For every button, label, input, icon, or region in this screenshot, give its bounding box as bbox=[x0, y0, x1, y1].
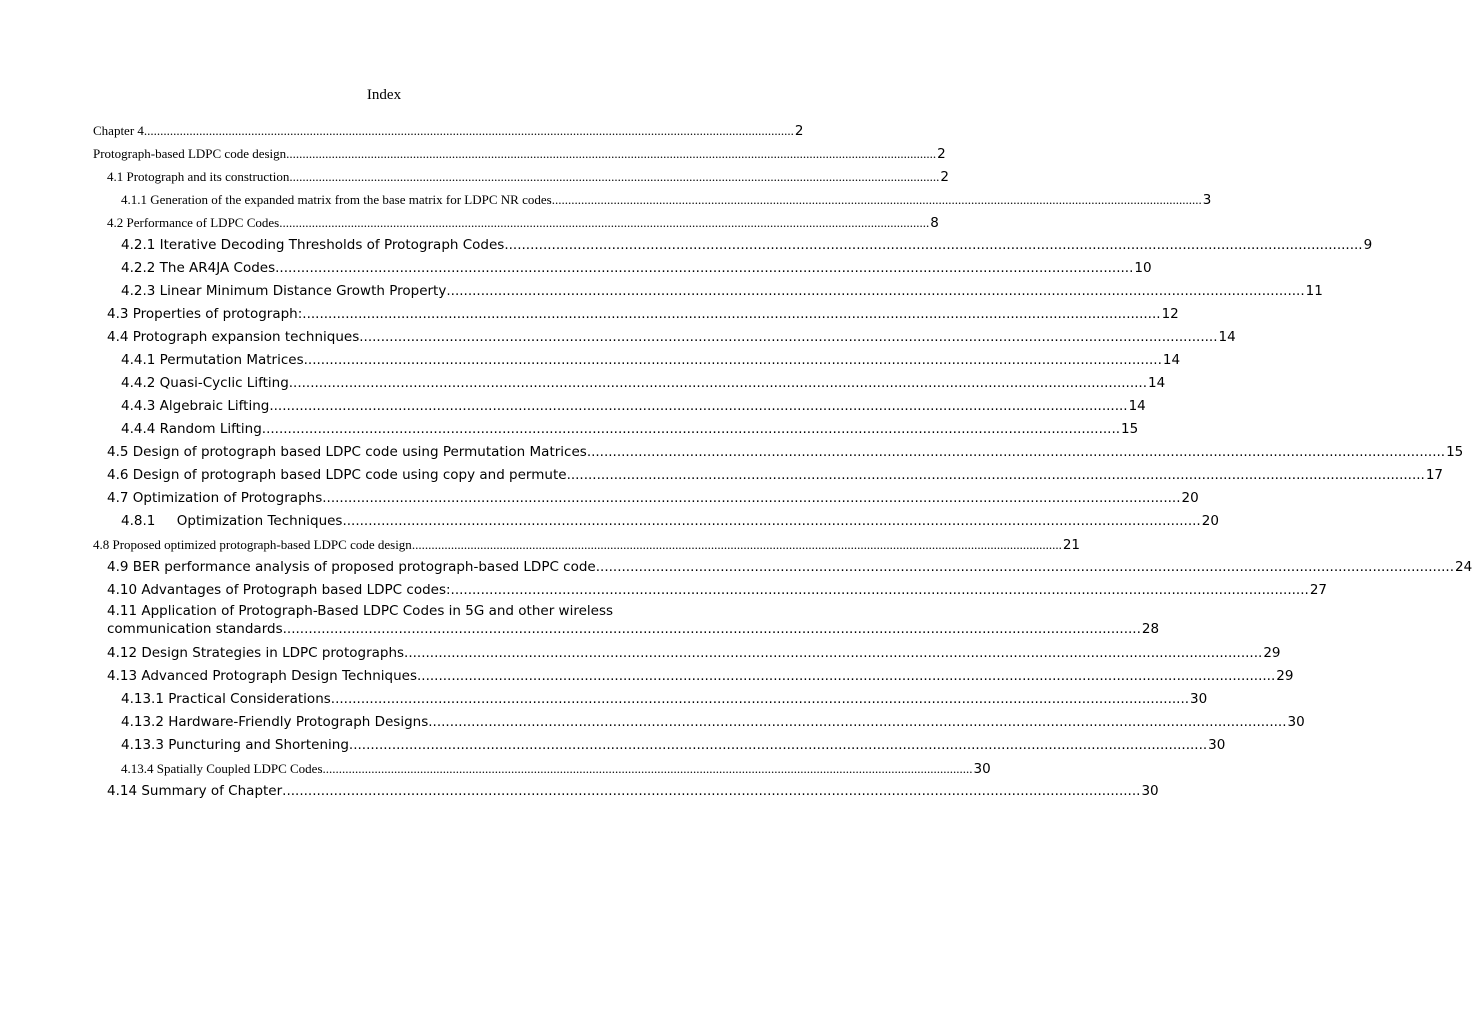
toc-page-number: 2 bbox=[937, 146, 946, 162]
toc-entry-text: 4.4.2 Quasi-Cyclic Lifting bbox=[121, 375, 289, 391]
toc-entry-text: 4.13.2 Hardware-Friendly Protograph Designs bbox=[121, 714, 429, 730]
toc-entry[interactable] bbox=[93, 734, 1226, 757]
toc-page-number: 30 bbox=[1287, 714, 1305, 730]
toc-entry-text: 4.13 Advanced Protograph Design Techniques bbox=[107, 668, 418, 684]
toc-page-number: 29 bbox=[1276, 668, 1294, 684]
toc-entry[interactable] bbox=[93, 556, 1472, 579]
toc-entry-text: 4.13.3 Puncturing and Shortening bbox=[121, 737, 349, 753]
toc-leader bbox=[283, 620, 1141, 638]
toc-entry[interactable] bbox=[93, 349, 1181, 372]
toc-entry-text: 4.6 Design of protograph based LDPC code using copy and permute bbox=[107, 467, 567, 483]
toc-entry[interactable] bbox=[93, 142, 946, 165]
toc-page-number: 2 bbox=[940, 169, 949, 185]
toc-leader bbox=[289, 372, 1147, 395]
toc-page-number: 14 bbox=[1148, 375, 1166, 391]
toc-leader bbox=[323, 757, 973, 780]
toc-page-number: 8 bbox=[930, 215, 939, 231]
toc-entry[interactable] bbox=[93, 418, 1139, 441]
toc-page-number: 9 bbox=[1363, 237, 1373, 253]
toc-leader bbox=[446, 280, 1304, 303]
toc-leader bbox=[412, 533, 1062, 556]
toc-page-number: 30 bbox=[1208, 737, 1226, 753]
toc-leader bbox=[302, 303, 1160, 326]
toc-entry-text: 4.13.1 Practical Considerations bbox=[121, 691, 331, 707]
toc-entry[interactable] bbox=[93, 780, 1159, 803]
toc-entry[interactable] bbox=[93, 211, 939, 234]
toc-entry-text: 4.2.3 Linear Minimum Distance Growth Property bbox=[121, 283, 447, 299]
toc-leader bbox=[451, 579, 1309, 602]
toc-entry-text: 4.2.2 The AR4JA Codes bbox=[121, 260, 276, 276]
toc-entry-text: 4.8 Proposed optimized protograph-based LDPC code design bbox=[93, 537, 412, 552]
index-title: Index bbox=[366, 87, 402, 103]
toc-entry[interactable] bbox=[93, 533, 1080, 556]
toc-entry[interactable] bbox=[93, 280, 1323, 303]
toc-leader bbox=[504, 234, 1362, 257]
toc-entry[interactable] bbox=[93, 372, 1166, 395]
toc-entry[interactable] bbox=[93, 303, 1179, 326]
toc-entry[interactable] bbox=[93, 395, 1146, 418]
toc-entry[interactable] bbox=[93, 234, 1373, 257]
toc-entry[interactable] bbox=[93, 188, 1212, 211]
toc-page-number: 12 bbox=[1161, 306, 1179, 322]
toc-entry[interactable] bbox=[93, 441, 1464, 464]
toc-entry-text: 4.5 Design of protograph based LDPC code using Permutation Matrices bbox=[107, 444, 587, 460]
toc-page-number: 15 bbox=[1446, 444, 1464, 460]
toc-leader bbox=[349, 734, 1207, 757]
toc-entry[interactable] bbox=[93, 257, 1152, 280]
toc-page-number: 11 bbox=[1305, 283, 1323, 299]
toc-leader bbox=[144, 119, 794, 142]
toc-leader bbox=[282, 780, 1140, 803]
toc-entry-text: 4.7 Optimization of Protographs bbox=[107, 490, 323, 506]
toc-entry-text: 4.4.4 Random Lifting bbox=[121, 421, 262, 437]
toc-entry-text: 4.2 Performance of LDPC Codes bbox=[107, 215, 280, 230]
toc-page-number: 29 bbox=[1263, 645, 1281, 661]
toc-leader bbox=[269, 395, 1127, 418]
toc-entry[interactable] bbox=[93, 757, 991, 780]
toc-entry[interactable] bbox=[93, 688, 1208, 711]
toc-page-number: 3 bbox=[1202, 192, 1212, 208]
toc-page-number: 17 bbox=[1425, 467, 1444, 483]
toc-page-number: 28 bbox=[1141, 621, 1160, 637]
toc-page-number: 20 bbox=[1181, 490, 1199, 506]
toc-entry[interactable] bbox=[93, 464, 1444, 487]
toc-entry-text-continued: communication standards bbox=[107, 621, 283, 637]
toc-entry-text: 4.4 Protograph expansion techniques bbox=[107, 329, 360, 345]
toc-entry-text: 4.14 Summary of Chapter bbox=[107, 783, 283, 799]
toc-leader bbox=[428, 711, 1286, 734]
toc-leader bbox=[359, 326, 1217, 349]
toc-leader bbox=[286, 142, 936, 165]
toc-entry[interactable] bbox=[93, 165, 949, 188]
toc-leader bbox=[289, 165, 939, 188]
toc-page-number: 14 bbox=[1128, 398, 1146, 414]
toc-page-number: 30 bbox=[973, 761, 991, 777]
toc-page-number: 30 bbox=[1141, 783, 1159, 799]
toc-entry-text: 4.1.1 Generation of the expanded matrix from the base matrix for LDPC NR codes bbox=[121, 192, 552, 207]
toc-leader bbox=[279, 211, 929, 234]
toc-entry[interactable] bbox=[93, 119, 804, 142]
toc-page-number: 20 bbox=[1201, 513, 1219, 529]
toc-entry-text: 4.1 Protograph and its construction bbox=[107, 169, 290, 184]
toc-entry-text: 4.9 BER performance analysis of proposed protograph-based LDPC code bbox=[107, 559, 596, 575]
toc-page-number: 21 bbox=[1062, 537, 1080, 553]
toc-entry[interactable] bbox=[93, 579, 1327, 602]
toc-leader bbox=[552, 188, 1202, 211]
toc-leader bbox=[275, 257, 1133, 280]
toc-entry[interactable] bbox=[93, 487, 1199, 510]
toc-entry-text: 4.13.4 Spatially Coupled LDPC Codes bbox=[121, 761, 323, 776]
toc-leader bbox=[404, 642, 1262, 665]
toc-page-number: 14 bbox=[1218, 329, 1236, 345]
toc-entry-text: 4.10 Advantages of Protograph based LDPC codes: bbox=[107, 582, 451, 598]
toc-entry-text: 4.4.3 Algebraic Lifting bbox=[121, 398, 270, 414]
toc-entry[interactable] bbox=[93, 602, 1160, 638]
toc-entry-text: Chapter 4 bbox=[93, 123, 144, 138]
toc-leader bbox=[567, 464, 1425, 487]
toc-page-number: 15 bbox=[1121, 421, 1139, 437]
toc-entry-text: 4.8.1 Optimization Techniques bbox=[121, 513, 343, 529]
table-of-contents bbox=[93, 119, 1472, 803]
toc-leader bbox=[587, 441, 1445, 464]
toc-entry-text: Protograph-based LDPC code design bbox=[93, 146, 287, 161]
toc-entry[interactable] bbox=[93, 711, 1305, 734]
toc-page-number: 27 bbox=[1309, 582, 1327, 598]
toc-leader bbox=[322, 487, 1180, 510]
toc-leader bbox=[331, 688, 1189, 711]
toc-page-number: 10 bbox=[1134, 260, 1152, 276]
toc-page-number: 14 bbox=[1162, 352, 1181, 368]
toc-entry-text: 4.11 Application of Protograph-Based LDPC Codes in 5G and other wireless bbox=[107, 603, 614, 619]
toc-entry[interactable] bbox=[93, 642, 1281, 665]
toc-leader bbox=[596, 556, 1454, 579]
toc-page-number: 24 bbox=[1455, 559, 1472, 575]
toc-page-number: 2 bbox=[794, 123, 804, 139]
toc-entry-text: 4.4.1 Permutation Matrices bbox=[121, 352, 304, 368]
toc-entry-text: 4.2.1 Iterative Decoding Thresholds of Protograph Codes bbox=[121, 237, 505, 253]
toc-entry-text: 4.3 Properties of protograph: bbox=[107, 306, 303, 322]
toc-leader bbox=[417, 665, 1275, 688]
toc-leader bbox=[342, 510, 1200, 533]
toc-entry-text: 4.12 Design Strategies in LDPC protographs bbox=[107, 645, 405, 661]
toc-entry[interactable] bbox=[93, 326, 1236, 349]
toc-leader bbox=[304, 349, 1162, 372]
toc-leader bbox=[262, 418, 1120, 441]
toc-entry[interactable] bbox=[93, 510, 1219, 533]
toc-entry[interactable] bbox=[93, 665, 1294, 688]
toc-page-number: 30 bbox=[1190, 691, 1208, 707]
